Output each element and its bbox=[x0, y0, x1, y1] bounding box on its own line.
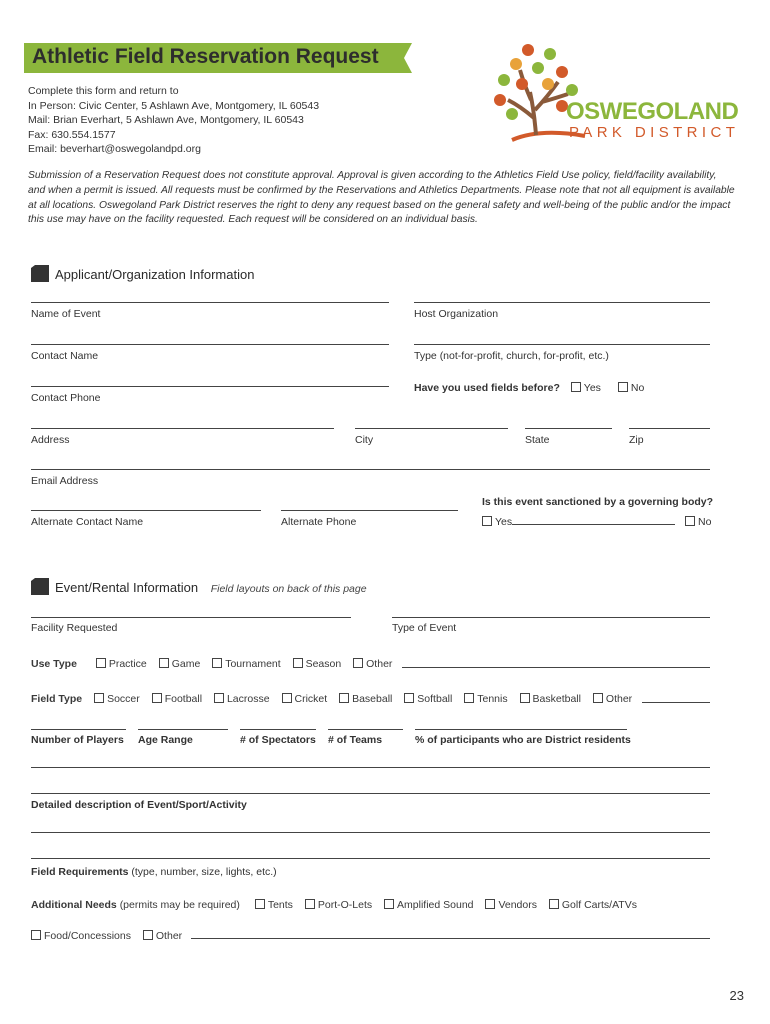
host-organization-label: Host Organization bbox=[414, 308, 499, 320]
field-requirements-line-1[interactable] bbox=[31, 832, 710, 833]
state-label: State bbox=[525, 434, 550, 446]
used-fields-yes[interactable] bbox=[571, 382, 601, 394]
number-of-players-field[interactable] bbox=[31, 729, 126, 730]
intro-line: Fax: 630.554.1577 bbox=[28, 128, 116, 141]
field-type-label: Field Type bbox=[31, 693, 83, 705]
option-label: Season bbox=[305, 658, 342, 670]
additional-needs-row bbox=[31, 899, 646, 911]
food-concessions-option[interactable] bbox=[31, 930, 131, 942]
type-label bbox=[414, 350, 609, 362]
checkbox-icon[interactable] bbox=[152, 693, 162, 703]
logo-name: OSWEGOLAND bbox=[566, 98, 739, 125]
type-label-text: Type bbox=[414, 350, 437, 362]
sanctioned-no[interactable] bbox=[685, 516, 711, 528]
page-number: 23 bbox=[729, 988, 744, 1003]
checkbox-icon[interactable] bbox=[305, 899, 315, 909]
yes-label: Yes bbox=[495, 516, 513, 528]
name-of-event-field[interactable] bbox=[31, 302, 389, 303]
field-type-softball[interactable] bbox=[404, 693, 452, 705]
section-marker-icon bbox=[31, 578, 49, 595]
section-heading-applicant bbox=[31, 265, 254, 282]
residents-percent-label: % of participants who are District residents bbox=[415, 734, 631, 746]
sanctioned-yes[interactable] bbox=[482, 516, 512, 528]
option-label: Tennis bbox=[477, 693, 508, 705]
yes-label: Yes bbox=[583, 382, 601, 394]
used-fields-label: Have you used fields before? bbox=[414, 382, 560, 394]
contact-name-field[interactable] bbox=[31, 344, 389, 345]
used-fields-no[interactable] bbox=[618, 382, 644, 394]
option-label: Port-O-Lets bbox=[317, 899, 373, 911]
option-label: Golf Carts/ATVs bbox=[561, 899, 637, 911]
name-of-event-label: Name of Event bbox=[31, 308, 101, 320]
additional-needs-note: (permits may be required) bbox=[119, 899, 240, 911]
description-line-2[interactable] bbox=[31, 793, 710, 794]
state-field[interactable] bbox=[525, 428, 612, 429]
checkbox-icon[interactable] bbox=[143, 930, 153, 940]
description-label: Detailed description of Event/Sport/Activity bbox=[31, 799, 247, 811]
use-type-row bbox=[31, 658, 401, 670]
checkbox-icon[interactable] bbox=[618, 382, 628, 392]
facility-label: Facility Requested bbox=[31, 622, 118, 634]
checkbox-icon[interactable] bbox=[404, 693, 414, 703]
section-marker-icon bbox=[31, 265, 49, 282]
additional-vendors[interactable] bbox=[485, 899, 537, 911]
use-type-label: Use Type bbox=[31, 658, 77, 670]
email-field[interactable] bbox=[31, 469, 710, 470]
section-heading-note: Field layouts on back of this page bbox=[210, 583, 367, 595]
contact-phone-field[interactable] bbox=[31, 386, 389, 387]
field-type-tennis[interactable] bbox=[464, 693, 507, 705]
city-label: City bbox=[355, 434, 374, 446]
option-label: Vendors bbox=[498, 899, 537, 911]
section-heading-event bbox=[31, 578, 367, 595]
checkbox-icon[interactable] bbox=[159, 658, 169, 668]
sanctioned-question: Is this event sanctioned by a governing body? bbox=[482, 496, 714, 508]
field-requirements-note: (type, number, size, lights, etc.) bbox=[131, 866, 277, 878]
checkbox-icon[interactable] bbox=[353, 658, 363, 668]
spectators-field[interactable] bbox=[240, 729, 316, 730]
alternate-phone-label: Alternate Phone bbox=[281, 516, 357, 528]
additional-tents[interactable] bbox=[255, 899, 293, 911]
checkbox-icon[interactable] bbox=[94, 693, 104, 703]
checkbox-icon[interactable] bbox=[255, 899, 265, 909]
contact-name-label: Contact Name bbox=[31, 350, 99, 362]
checkbox-icon[interactable] bbox=[520, 693, 530, 703]
checkbox-icon[interactable] bbox=[549, 899, 559, 909]
facility-field[interactable] bbox=[31, 617, 351, 618]
additional-needs-label: Additional Needs bbox=[31, 899, 117, 911]
field-type-other-field[interactable] bbox=[642, 702, 710, 703]
use-type-other-field[interactable] bbox=[402, 667, 710, 668]
field-requirements-title: Field Requirements bbox=[31, 866, 129, 878]
option-label: Other bbox=[366, 658, 393, 670]
type-of-event-field[interactable] bbox=[392, 617, 710, 618]
checkbox-icon[interactable] bbox=[482, 516, 492, 526]
intro-line: Email: beverhart@oswegolandpd.org bbox=[28, 143, 201, 155]
email-label: Email Address bbox=[31, 475, 99, 487]
checkbox-icon[interactable] bbox=[464, 693, 474, 703]
use-type-other[interactable] bbox=[353, 658, 392, 670]
alternate-contact-label: Alternate Contact Name bbox=[31, 516, 144, 528]
no-label: No bbox=[698, 516, 712, 528]
zip-label: Zip bbox=[629, 434, 644, 446]
field-requirements-label bbox=[31, 866, 277, 878]
type-note: (not-for-profit, church, for-profit, etc.) bbox=[439, 350, 609, 362]
city-field[interactable] bbox=[355, 428, 508, 429]
checkbox-icon[interactable] bbox=[593, 693, 603, 703]
checkbox-icon[interactable] bbox=[214, 693, 224, 703]
type-of-event-label: Type of Event bbox=[392, 622, 457, 634]
section-heading-label: Event/Rental Information bbox=[55, 580, 199, 595]
other-needs-field[interactable] bbox=[191, 938, 710, 939]
host-organization-field[interactable] bbox=[414, 302, 710, 303]
age-range-field[interactable] bbox=[138, 729, 228, 730]
page-title: Athletic Field Reservation Request bbox=[32, 45, 379, 68]
disclaimer-text: Submission of a Reservation Request does not constitute approval. Approval is given according to the Athletics Field Use policy, field/facility availability, and when a permit is issued. All requests must be confirmed by the Reservations and Athletics Departments. Please note that not all equipment is available at all locations. Oswegoland Park District reserves the right to deny any request based on the general safety and well-being of the public and/or the impact this use may have on the facility requested. Each request will be considered on an individual basis. bbox=[28, 170, 735, 226]
field-type-soccer[interactable] bbox=[94, 693, 140, 705]
intro-line: Mail: Brian Everhart, 5 Ashlawn Ave, Montgomery, IL 60543 bbox=[28, 114, 304, 126]
used-fields-question bbox=[414, 382, 644, 394]
number-of-players-label: Number of Players bbox=[31, 734, 124, 746]
option-label: Tournament bbox=[225, 658, 281, 670]
field-type-football[interactable] bbox=[152, 693, 202, 705]
checkbox-icon[interactable] bbox=[685, 516, 695, 526]
use-type-game[interactable] bbox=[159, 658, 201, 670]
option-label: Practice bbox=[108, 658, 147, 670]
field-requirements-line-2[interactable] bbox=[31, 858, 710, 859]
teams-field[interactable] bbox=[328, 729, 403, 730]
checkbox-icon[interactable] bbox=[282, 693, 292, 703]
zip-field[interactable] bbox=[629, 428, 710, 429]
spectators-label: # of Spectators bbox=[240, 734, 316, 746]
additional-golf-carts[interactable] bbox=[549, 899, 637, 911]
use-type-practice[interactable] bbox=[96, 658, 147, 670]
other-option[interactable] bbox=[143, 930, 182, 942]
residents-percent-field[interactable] bbox=[415, 729, 627, 730]
option-label: Softball bbox=[417, 693, 453, 705]
address-field[interactable] bbox=[31, 428, 334, 429]
teams-label: # of Teams bbox=[328, 734, 383, 746]
option-label: Food/Concessions bbox=[44, 930, 131, 942]
oswegoland-logo bbox=[490, 40, 740, 150]
option-label: Lacrosse bbox=[226, 693, 270, 705]
intro-line: In Person: Civic Center, 5 Ashlawn Ave, Montgomery, IL 60543 bbox=[28, 99, 320, 112]
option-label: Tents bbox=[267, 899, 293, 911]
option-label: Amplified Sound bbox=[397, 899, 474, 911]
use-type-season[interactable] bbox=[293, 658, 342, 670]
option-label: Other bbox=[155, 930, 183, 942]
option-label: Football bbox=[164, 693, 203, 705]
field-type-other[interactable] bbox=[593, 693, 632, 705]
field-type-lacrosse[interactable] bbox=[214, 693, 270, 705]
type-field[interactable] bbox=[414, 344, 710, 345]
alternate-contact-field[interactable] bbox=[31, 510, 261, 511]
additional-amplified-sound[interactable] bbox=[384, 899, 473, 911]
checkbox-icon[interactable] bbox=[293, 658, 303, 668]
use-type-tournament[interactable] bbox=[212, 658, 280, 670]
checkbox-icon[interactable] bbox=[31, 930, 41, 940]
section-heading-label: Applicant/Organization Information bbox=[55, 267, 255, 282]
contact-info bbox=[28, 84, 319, 157]
checkbox-icon[interactable] bbox=[96, 658, 106, 668]
option-label: Baseball bbox=[352, 693, 393, 705]
option-label: Basketball bbox=[532, 693, 581, 705]
option-label: Cricket bbox=[294, 693, 328, 705]
logo-subtitle: PARK DISTRICT bbox=[569, 124, 740, 141]
alternate-phone-field[interactable] bbox=[281, 510, 458, 511]
field-type-cricket[interactable] bbox=[282, 693, 328, 705]
description-line-1[interactable] bbox=[31, 767, 710, 768]
additional-port-o-lets[interactable] bbox=[305, 899, 372, 911]
option-label: Game bbox=[171, 658, 201, 670]
food-other-row bbox=[31, 930, 191, 942]
age-range-label: Age Range bbox=[138, 734, 193, 746]
checkbox-icon[interactable] bbox=[571, 382, 581, 392]
contact-phone-label: Contact Phone bbox=[31, 392, 101, 404]
intro-line: Complete this form and return to bbox=[28, 85, 179, 97]
checkbox-icon[interactable] bbox=[384, 899, 394, 909]
option-label: Other bbox=[605, 693, 633, 705]
field-type-baseball[interactable] bbox=[339, 693, 392, 705]
checkbox-icon[interactable] bbox=[212, 658, 222, 668]
checkbox-icon[interactable] bbox=[339, 693, 349, 703]
no-label: No bbox=[630, 382, 645, 394]
checkbox-icon[interactable] bbox=[485, 899, 495, 909]
title-banner bbox=[24, 43, 414, 73]
field-type-row bbox=[31, 693, 641, 705]
governing-body-field[interactable] bbox=[512, 524, 675, 525]
address-label: Address bbox=[31, 434, 70, 446]
field-type-basketball[interactable] bbox=[520, 693, 581, 705]
option-label: Soccer bbox=[107, 693, 140, 705]
